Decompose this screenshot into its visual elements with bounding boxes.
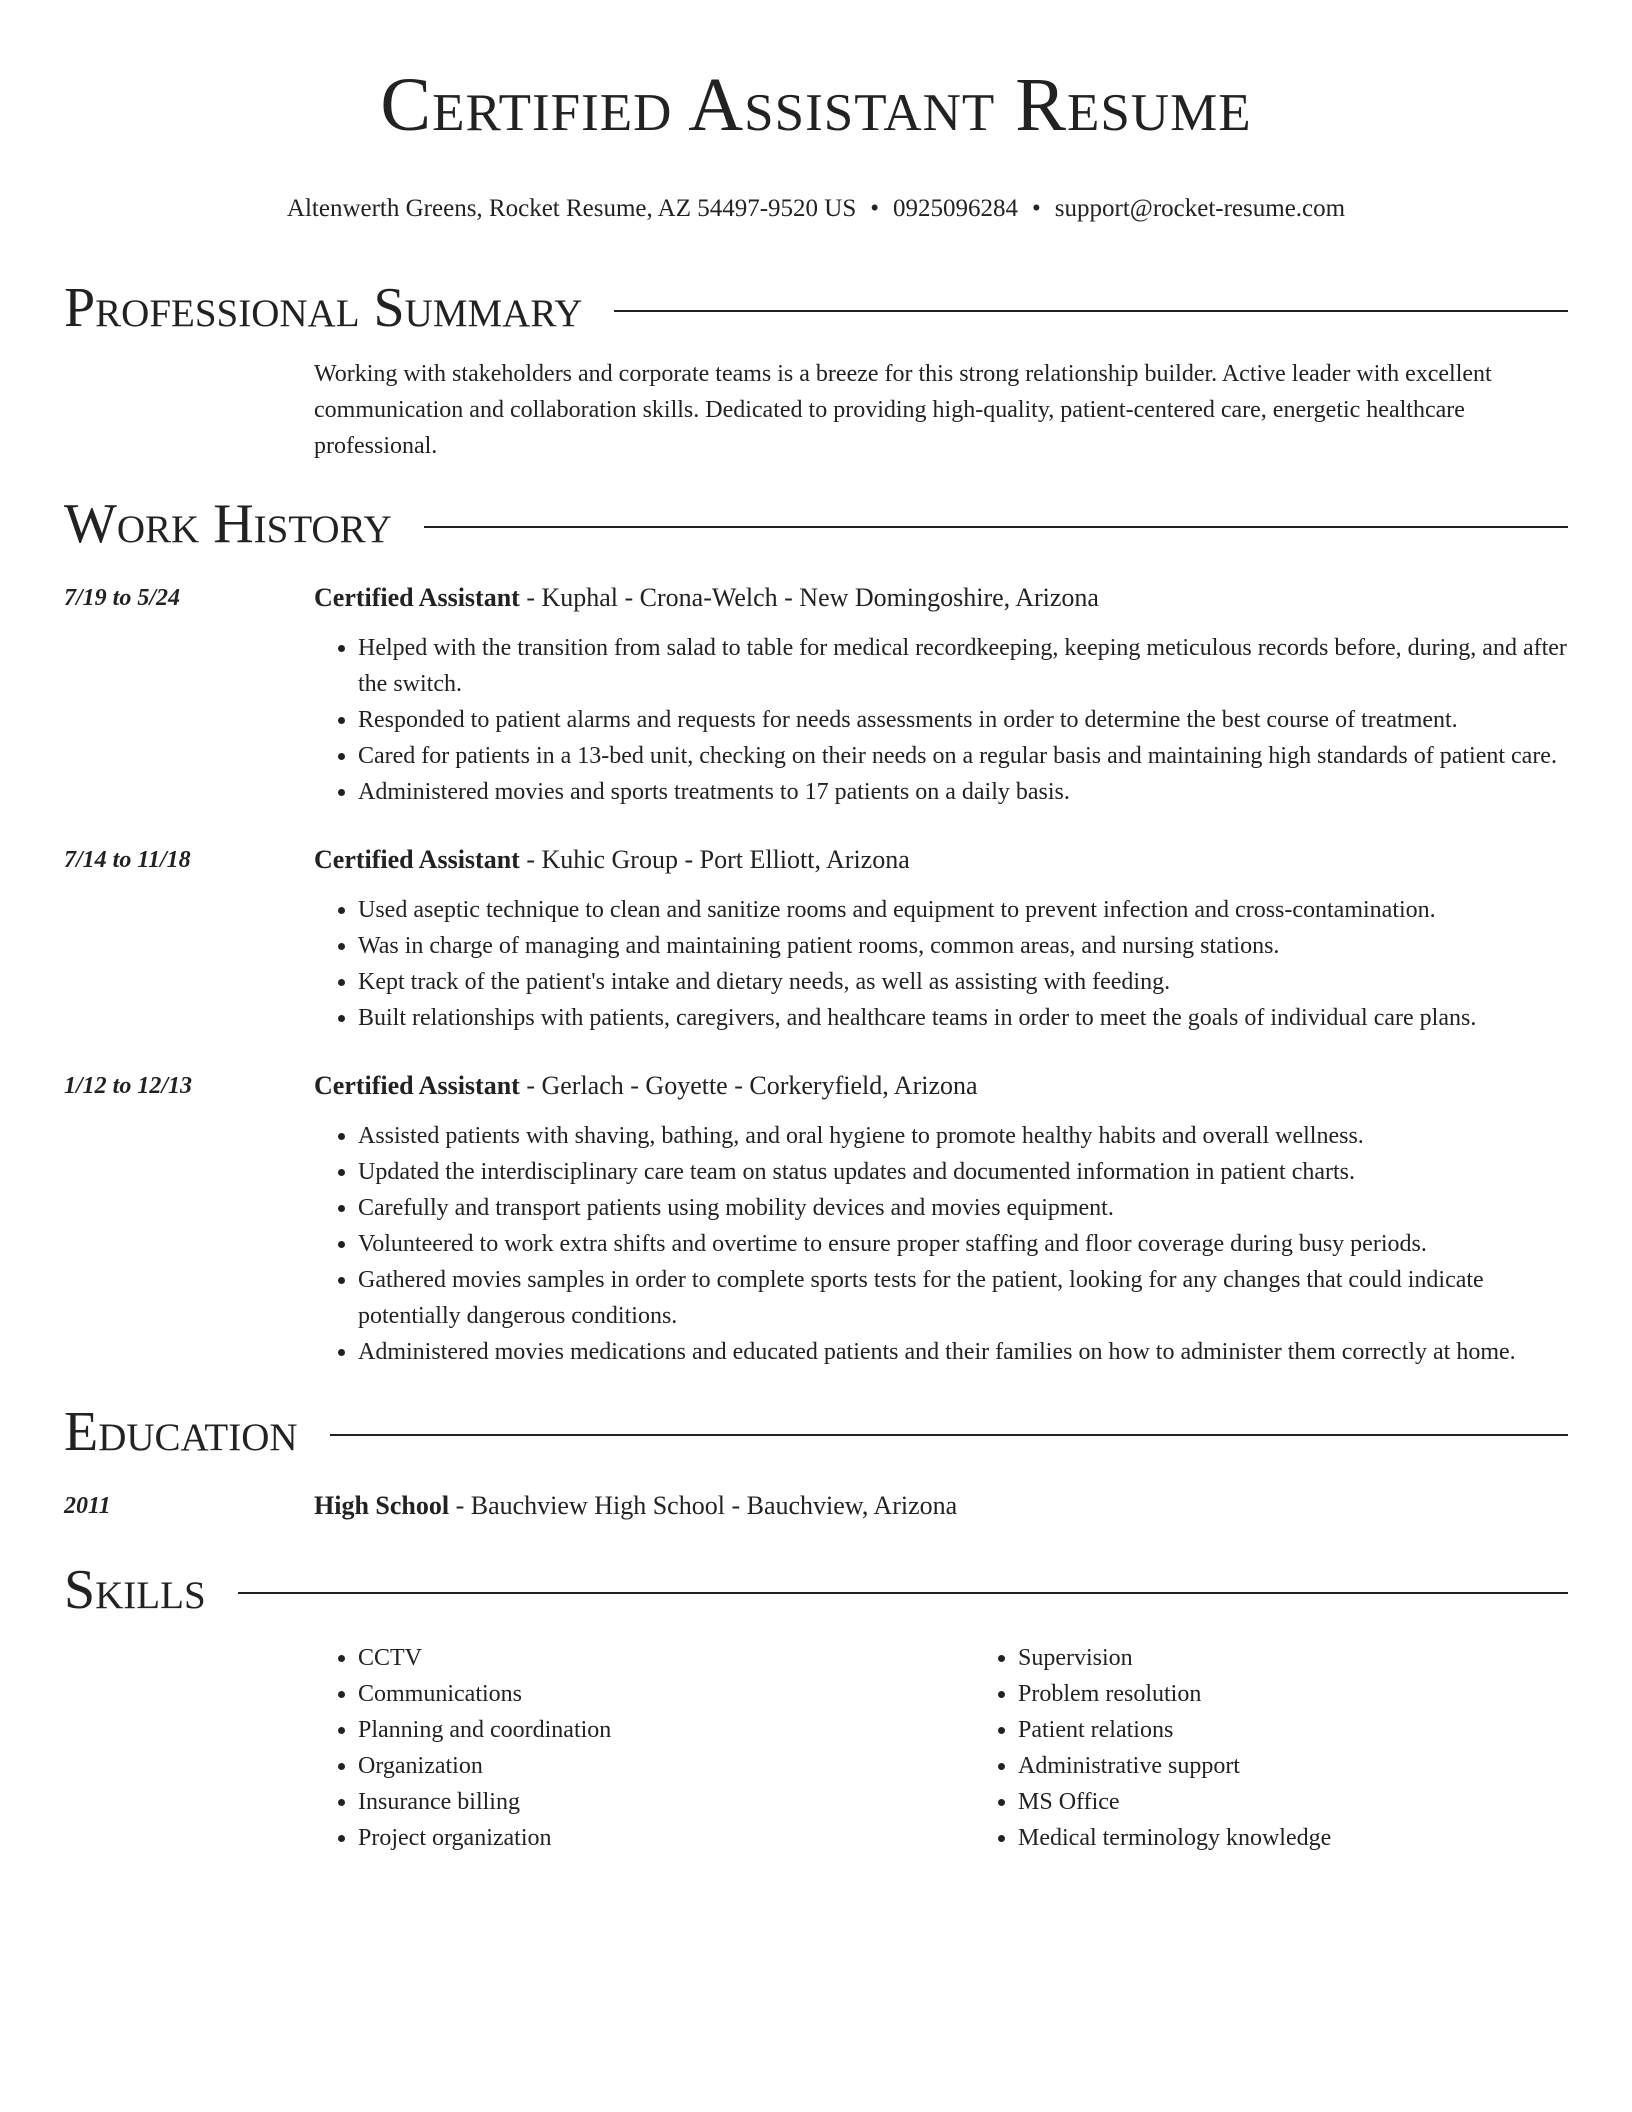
- job-title: Certified Assistant: [314, 583, 520, 612]
- job-body: [314, 580, 1568, 810]
- job-bullet: • Carefully and transport patients using mobility devices and movies equipment.: [358, 1190, 1568, 1226]
- contact-phone: 0925096284: [893, 195, 1019, 222]
- education-section: [64, 1400, 1568, 1524]
- job-bullet: • Gathered movies samples in order to complete sports tests for the patient, looking for any changes that could indicate potentially dangerous conditions.: [358, 1262, 1568, 1334]
- job-dates: 7/14 to 11/18: [64, 847, 191, 873]
- job-bullet: • Updated the interdisciplinary care team on status updates and documented information in patient charts.: [358, 1154, 1568, 1190]
- job-dates: 1/12 to 12/13: [64, 1073, 193, 1099]
- job-entry: [64, 842, 1568, 1036]
- skill-item: • Supervision: [1018, 1640, 1632, 1676]
- section-divider: [330, 1434, 1568, 1436]
- contact-email: support@rocket-resume.com: [1054, 195, 1346, 222]
- job-title-line: [314, 580, 1568, 616]
- contact-line: [64, 194, 1568, 224]
- skills-spacer: [64, 1640, 314, 1856]
- job-bullet: • Responded to patient alarms and requests for needs assessments in order to determine the best course of treatment.: [358, 702, 1568, 738]
- job-bullets: [314, 892, 1568, 1036]
- summary-text: Working with stakeholders and corporate teams is a breeze for this strong relationship builder. Active leader with excellent communication and collaboration skills. Dedicated to providing high-quality, patient-centered care, energetic healthcare professional.: [314, 361, 1492, 459]
- job-entry: [64, 1068, 1568, 1370]
- skill-item: • Administrative support: [1018, 1748, 1632, 1784]
- job-details: - Kuhic Group - Port Elliott, Arizona: [519, 845, 910, 874]
- skills-row: [64, 1640, 1568, 1856]
- skills-list-right: [974, 1640, 1632, 1856]
- work-history-section: [64, 492, 1568, 1370]
- job-bullet: • Administered movies medications and educated patients and their families on how to administer them correctly at home.: [358, 1334, 1568, 1370]
- job-bullet: • Kept track of the patient's intake and dietary needs, as well as assisting with feeding.: [358, 964, 1568, 1000]
- skill-item: • Insurance billing: [358, 1784, 974, 1820]
- job-title: Certified Assistant: [314, 845, 520, 874]
- contact-address: Altenwerth Greens, Rocket Resume, AZ 54497-9520 US: [286, 195, 857, 222]
- skill-item: • MS Office: [1018, 1784, 1632, 1820]
- job-bullet: • Helped with the transition from salad to table for medical recordkeeping, keeping meticulous records before, during, and after the switch.: [358, 630, 1568, 702]
- job-title-line: [314, 842, 1568, 878]
- skill-item: • Project organization: [358, 1820, 974, 1856]
- section-divider: [614, 310, 1568, 312]
- work-heading-row: [64, 492, 1568, 556]
- resume-title: Certified Assistant Resume: [380, 63, 1252, 147]
- section-divider: [238, 1592, 1568, 1594]
- skill-item: • CCTV: [358, 1640, 974, 1676]
- job-details: - Gerlach - Goyette - Corkeryfield, Arizona: [519, 1071, 978, 1100]
- skill-item: • Patient relations: [1018, 1712, 1632, 1748]
- education-heading-row: [64, 1400, 1568, 1464]
- work-history-heading: Work History: [64, 493, 392, 555]
- summary-section: [64, 276, 1568, 464]
- job-bullet: • Was in charge of managing and maintaining patient rooms, common areas, and nursing stations.: [358, 928, 1568, 964]
- education-year: 2011: [64, 1493, 111, 1519]
- job-body: [314, 1068, 1568, 1370]
- job-dates: 7/19 to 5/24: [64, 585, 181, 611]
- summary-spacer: [64, 356, 314, 464]
- education-degree: High School: [314, 1491, 450, 1520]
- skills-list-left: [314, 1640, 974, 1856]
- job-body: [314, 842, 1568, 1036]
- job-bullets: [314, 630, 1568, 810]
- job-details: - Kuphal - Crona-Welch - New Domingoshire, Arizona: [519, 583, 1099, 612]
- skill-item: • Medical terminology knowledge: [1018, 1820, 1632, 1856]
- skills-section: [64, 1558, 1568, 1856]
- summary-heading-row: [64, 276, 1568, 340]
- education-details: - Bauchview High School - Bauchview, Arizona: [449, 1491, 958, 1520]
- skill-item: • Problem resolution: [1018, 1676, 1632, 1712]
- education-line: [314, 1488, 1568, 1524]
- job-bullet: • Built relationships with patients, caregivers, and healthcare teams in order to meet the goals of individual care plans.: [358, 1000, 1568, 1036]
- job-title: Certified Assistant: [314, 1071, 520, 1100]
- job-bullets: [314, 1118, 1568, 1370]
- section-divider: [424, 526, 1568, 528]
- job-bullet: • Used aseptic technique to clean and sanitize rooms and equipment to prevent infection and cross-contamination.: [358, 892, 1568, 928]
- education-heading: Education: [64, 1401, 298, 1463]
- skills-heading: Skills: [64, 1559, 206, 1621]
- skills-heading-row: [64, 1558, 1568, 1622]
- skill-item: • Organization: [358, 1748, 974, 1784]
- skills-columns: [314, 1640, 1632, 1856]
- summary-heading: Professional Summary: [64, 277, 583, 339]
- job-bullet: • Assisted patients with shaving, bathing, and oral hygiene to promote healthy habits and overall wellness.: [358, 1118, 1568, 1154]
- job-bullet: • Volunteered to work extra shifts and overtime to ensure proper staffing and floor coverage during busy periods.: [358, 1226, 1568, 1262]
- job-entry: [64, 580, 1568, 810]
- job-bullet: • Administered movies and sports treatments to 17 patients on a daily basis.: [358, 774, 1568, 810]
- contact-separator: •: [870, 195, 880, 222]
- summary-row: [64, 356, 1568, 464]
- contact-separator: •: [1032, 195, 1041, 222]
- job-title-line: [314, 1068, 1568, 1104]
- skill-item: • Communications: [358, 1676, 974, 1712]
- skill-item: • Planning and coordination: [358, 1712, 974, 1748]
- education-entry: [64, 1488, 1568, 1524]
- job-bullet: • Cared for patients in a 13-bed unit, checking on their needs on a regular basis and maintaining high standards of patient care.: [358, 738, 1568, 774]
